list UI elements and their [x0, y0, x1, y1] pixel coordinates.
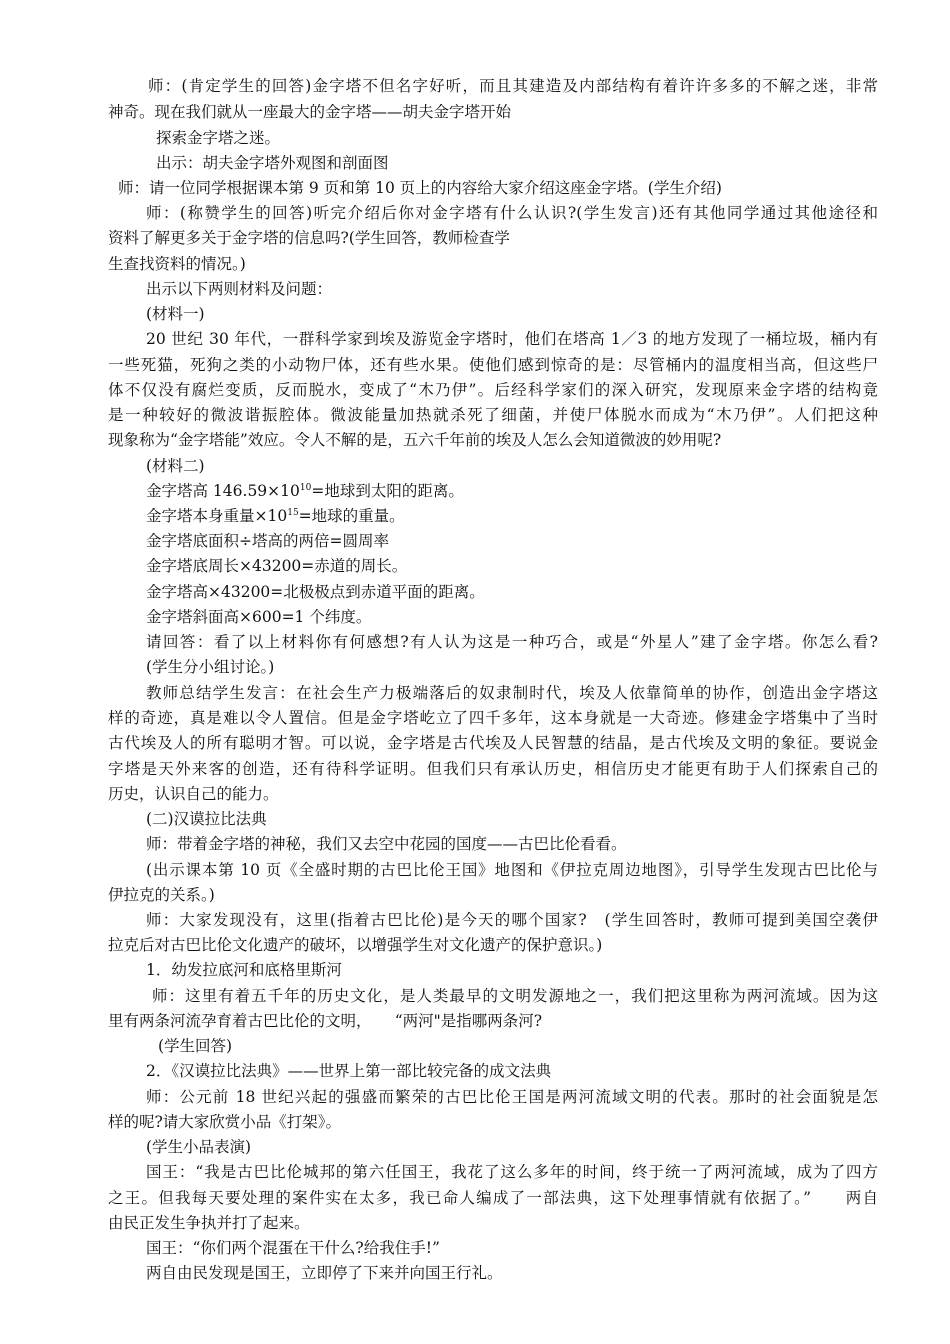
paragraph-line: 师：带着金字塔的神秘，我们又去空中花园的国度——古巴比伦看看。 [146, 835, 627, 853]
paragraph-line: 拉克后对古巴比伦文化遗产的破坏，以增强学生对文化遗产的保护意识。) [108, 936, 603, 954]
paragraph-line: 体不仅没有腐烂变质，反而脱水，变成了“木乃伊”。后经科学家们的深入研究，发现原来金字塔的结构竟 [108, 381, 878, 399]
paragraph-line: 里有两条河流孕育着古巴比伦的文明， “两河"是指哪两条河? [108, 1012, 543, 1030]
paragraph-line: 出示：胡夫金字塔外观图和剖面图 [156, 154, 389, 172]
dialogue-line: 国王：“我是古巴比伦城邦的第六任国王，我花了这么多年的时间，终于统一了两河流域，成为了四方 [146, 1163, 878, 1181]
paragraph-line: 古代埃及人的所有聪明才智。可以说，金字塔是古代埃及人民智慧的结晶，是古代埃及文明的象征。要说金 [108, 734, 878, 752]
paragraph-line: 一些死猫，死狗之类的小动物尸体，还有些水果。使他们感到惊奇的是：尽管桶内的温度相当高，但这些尸 [108, 356, 878, 374]
paragraph-line: 伊拉克的关系。) [108, 886, 215, 904]
dialogue-line: 之王。但我每天要处理的案件实在太多，我已命人编成了一部法典，这下处理事情就有依据了。” 两自 [108, 1189, 878, 1207]
paragraph-line: 字塔是天外来客的创造，还有待科学证明。但我们只有承认历史，相信历史才能更有助于人们探索自己的 [108, 760, 878, 778]
material-heading: (材料一) [146, 305, 205, 323]
question-line: 请回答：看了以上材料你有何感想?有人认为这是一种巧合，或是“外星人”建了金字塔。你怎么看? [146, 633, 878, 651]
paragraph-line: (出示课本第 10 页《全盛时期的古巴比伦王国》地图和《伊拉克周边地图》，引导学生发现古巴比伦与 [146, 861, 878, 879]
formula-line: 金字塔斜面高×600=1 个纬度。 [146, 608, 372, 626]
paragraph-line: (学生分小组讨论。) [146, 658, 275, 676]
paragraph-line: 两自由民发现是国王，立即停了下来并向国王行礼。 [146, 1264, 503, 1282]
paragraph-line: 师：(肯定学生的回答)金字塔不但名字好听，而且其建造及内部结构有着许许多多的不解之迷，非常 [148, 77, 878, 95]
paragraph-line: 师：这里有着五千年的历史文化，是人类最早的文明发源地之一，我们把这里称为两河流域。因为这 [152, 987, 878, 1005]
formula-line: 金字塔底面积÷塔高的两倍=圆周率 [146, 532, 389, 550]
paragraph-line: 师：大家发现没有，这里(指着古巴比伦)是今天的哪个国家? (学生回答时，教师可提到美国空袭伊 [146, 911, 878, 929]
subsection-heading: 2．《汉谟拉比法典》——世界上第一部比较完备的成文法典 [146, 1062, 552, 1080]
paragraph-line: 教师总结学生发言：在社会生产力极端落后的奴隶制时代，埃及人依靠简单的协作，创造出金字塔这 [146, 684, 878, 702]
paragraph-line: 历史，认识自己的能力。 [108, 785, 279, 803]
paragraph-line: 是一种较好的微波谐振腔体。微波能量加热就杀死了细菌，并使尸体脱水而成为“木乃伊”。人们把这种 [108, 406, 878, 424]
formula-line: 金字塔高 $146.59\times 10^{10}=$地球到太阳的距离。 [146, 482, 464, 500]
formula-line: 金字塔底周长×43200=赤道的周长。 [146, 557, 408, 575]
paragraph-line: 生查找资料的情况。) [108, 255, 246, 273]
paragraph-line: 由民正发生争执并打了起来。 [108, 1214, 310, 1232]
formula-line: 金字塔本身重量$\times 10^{15}=$地球的重量。 [146, 507, 405, 525]
paragraph-line: (学生回答) [158, 1037, 233, 1055]
formula-line: 金字塔高×43200=北极极点到赤道平面的距离。 [146, 583, 485, 601]
paragraph-line: 20 世纪 30 年代，一群科学家到埃及游览金字塔时，他们在塔高 1／3 的地方发现了一桶垃圾，桶内有 [146, 330, 878, 348]
paragraph-line: 师：(称赞学生的回答)听完介绍后你对金字塔有什么认识?(学生发言)还有其他同学通过其他途径和 [146, 204, 878, 222]
paragraph-line: 出示以下两则材料及问题： [146, 280, 333, 298]
material-heading: (材料二) [146, 457, 205, 475]
dialogue-line: 国王：“你们两个混蛋在干什么?给我住手!” [146, 1239, 440, 1257]
paragraph-line: (学生小品表演) [146, 1138, 252, 1156]
section-heading: (二)汉谟拉比法典 [146, 810, 267, 828]
paragraph-line: 师：公元前 18 世纪兴起的强盛而繁荣的古巴比伦王国是两河流域文明的代表。那时的社会面貌是怎 [146, 1088, 878, 1106]
paragraph-line: 样的呢?请大家欣赏小品《打架》。 [108, 1113, 342, 1131]
paragraph-line: 资料了解更多关于金字塔的信息吗?(学生回答，教师检查学 [108, 229, 510, 247]
subsection-heading: 1．幼发拉底河和底格里斯河 [146, 961, 342, 979]
paragraph-line: 探索金字塔之迷。 [156, 129, 281, 147]
paragraph-line: 神奇。现在我们就从一座最大的金字塔——胡夫金字塔开始 [108, 103, 512, 121]
paragraph-line: 样的奇迹，真是难以令人置信。但是金字塔屹立了四千多年，这本身就是一大奇迹。修建金字塔集中了当时 [108, 709, 878, 727]
paragraph-line: 师：请一位同学根据课本第 9 页和第 10 页上的内容给大家介绍这座金字塔。(学生介绍) [118, 179, 722, 197]
paragraph-line: 现象称为“金字塔能”效应。令人不解的是，五六千年前的埃及人怎么会知道微波的妙用呢? [108, 431, 722, 449]
